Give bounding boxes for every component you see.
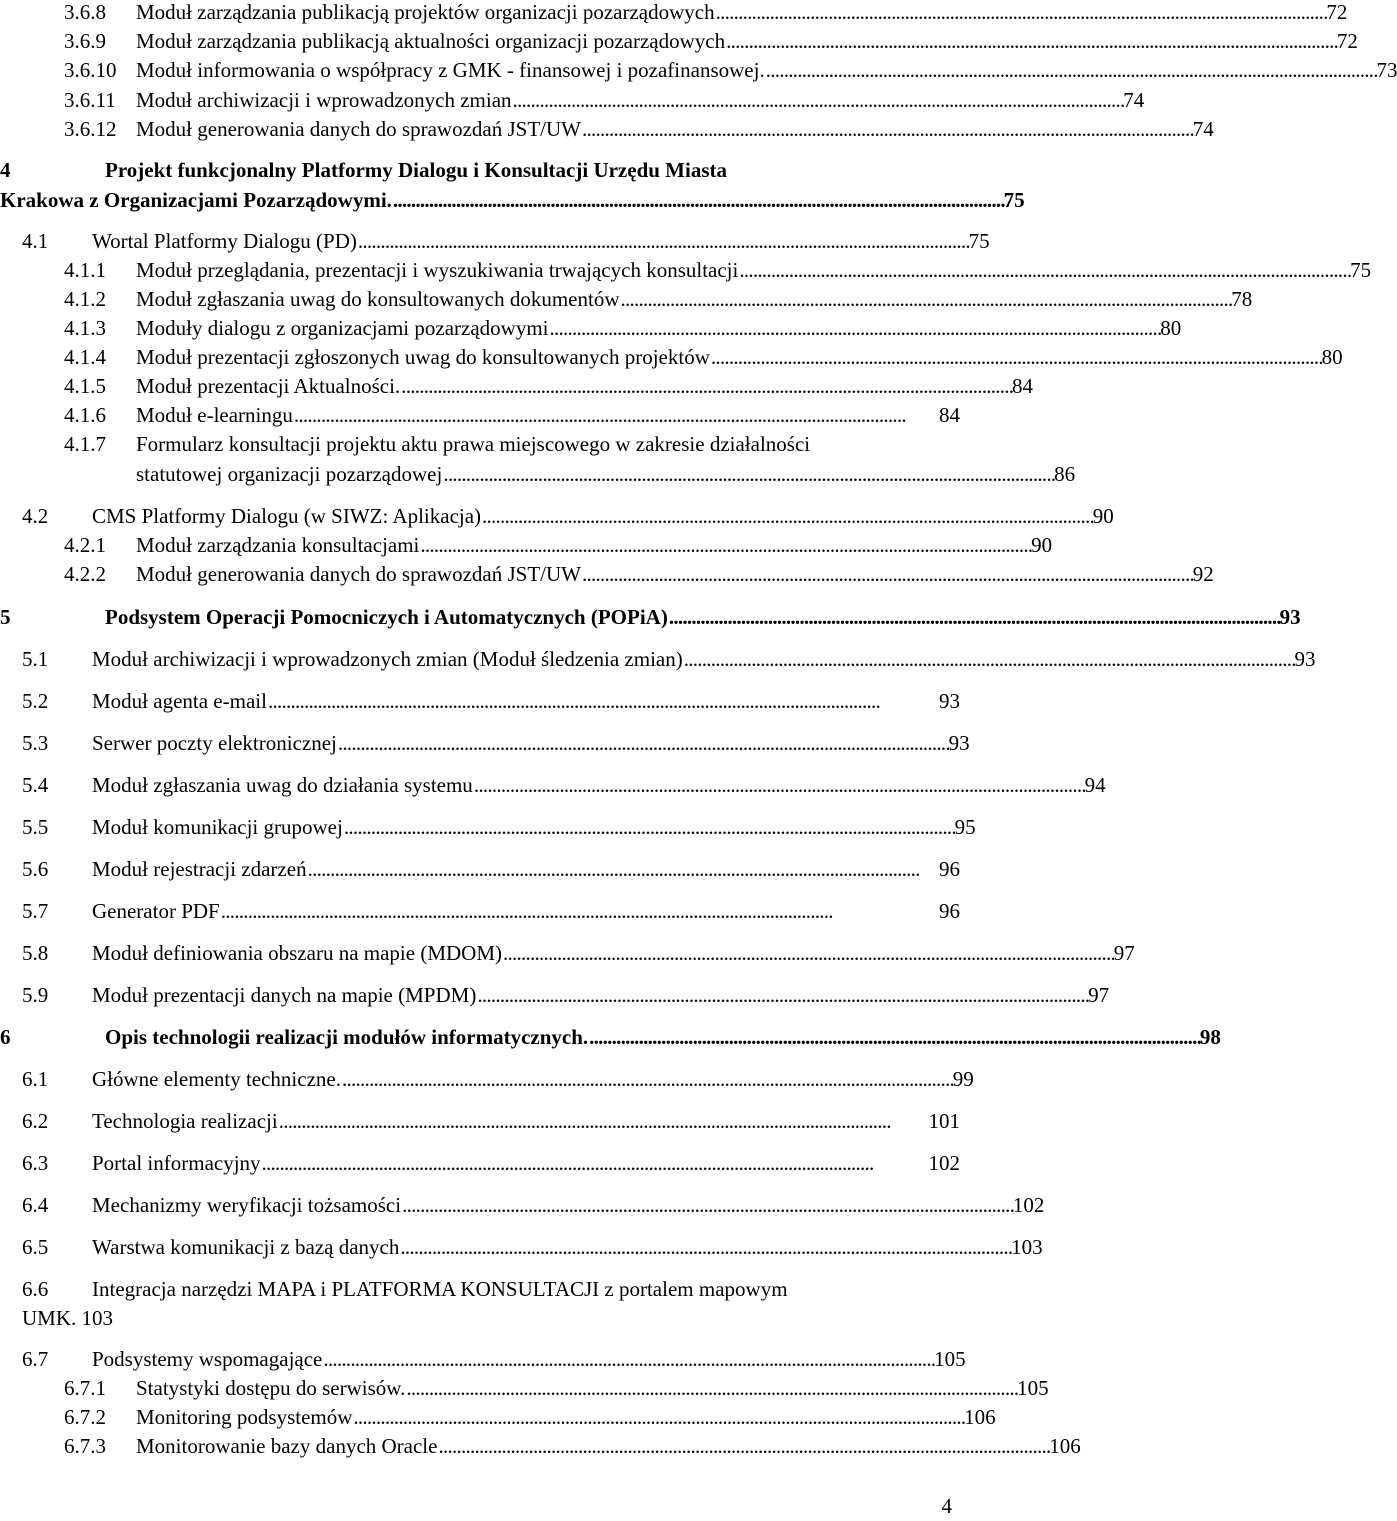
toc-leader-dots <box>739 256 1349 284</box>
toc-entry[interactable] <box>22 227 990 255</box>
toc-entry-number: 5.3 <box>22 731 49 755</box>
toc-entry-title: Generator PDF <box>92 899 220 923</box>
toc-leader-dots <box>221 897 938 925</box>
toc-entry[interactable] <box>22 1065 974 1093</box>
toc-entry[interactable] <box>64 401 960 429</box>
toc-chapter-entry[interactable] <box>0 603 1301 631</box>
toc-entry[interactable] <box>22 1149 960 1177</box>
toc-entry-number: 4.1.4 <box>64 345 106 369</box>
toc-entry-page: 99 <box>952 1067 974 1091</box>
toc-entry-title: Moduł prezentacji danych na mapie (MPDM) <box>92 983 477 1007</box>
toc-entry-page: 78 <box>1231 287 1253 311</box>
toc-entry-title: Moduł zgłaszania uwag do konsultowanych dokumentów <box>136 287 620 311</box>
toc-leader-dots <box>262 1149 928 1177</box>
toc-entry-page: 94 <box>1084 773 1106 797</box>
toc-entry[interactable] <box>64 27 1358 55</box>
toc-entry[interactable] <box>64 430 960 458</box>
toc-entry[interactable] <box>64 256 1372 284</box>
toc-entry-title: Moduł agenta e-mail <box>92 689 267 713</box>
toc-entry-page: 102 <box>1012 1193 1045 1217</box>
toc-entry[interactable] <box>64 285 1253 313</box>
toc-entry-number: 6.3 <box>22 1151 49 1175</box>
toc-leader-dots <box>589 1023 1199 1051</box>
toc-leader-dots <box>766 56 1376 84</box>
toc-entry-number: 6.2 <box>22 1109 49 1133</box>
toc-entry-title: Moduł archiwizacji i wprowadzonych zmian <box>136 88 512 112</box>
toc-entry-page: 102 <box>928 1151 960 1175</box>
toc-entry[interactable] <box>64 56 1397 84</box>
toc-entry-number: 3.6.9 <box>64 29 106 53</box>
toc-entry-page: 92 <box>1192 562 1214 586</box>
toc-entry[interactable] <box>22 897 960 925</box>
toc-entry-page: 105 <box>1017 1376 1049 1400</box>
toc-entry-title: Monitorowanie bazy danych Oracle <box>136 1434 438 1458</box>
toc-entry-number: 5.4 <box>22 773 49 797</box>
toc-leader-dots <box>420 531 1030 559</box>
toc-leader-dots <box>726 27 1336 55</box>
toc-entry-number: 6.1 <box>22 1067 49 1091</box>
toc-entry-title: Moduł zarządzania konsultacjami <box>136 533 420 557</box>
toc-chapter-entry-continued[interactable] <box>0 186 1025 214</box>
toc-leader-dots <box>582 115 1192 143</box>
toc-entry-number: 4.1.1 <box>64 258 106 282</box>
toc-leader-dots <box>268 687 938 715</box>
toc-entry-title: Portal informacyjny <box>92 1151 261 1175</box>
toc-entry-title: Formularz konsultacji projektu aktu prawa miejscowego w zakresie działalności <box>136 432 811 456</box>
toc-entry-title: Moduł komunikacji grupowej <box>92 815 343 839</box>
toc-leader-dots <box>401 372 1011 400</box>
toc-entry-title: Moduł zgłaszania uwag do działania systemu <box>92 773 473 797</box>
toc-entry[interactable] <box>64 314 1182 342</box>
toc-entry-title: Moduł zarządzania publikacją projektów organizacji pozarządowych <box>136 0 715 24</box>
toc-entry-page: 103 <box>1011 1235 1043 1259</box>
toc-entry-number: 5.6 <box>22 857 49 881</box>
toc-leader-dots <box>477 981 1087 1009</box>
toc-leader-dots <box>443 460 1053 488</box>
toc-entry-page: 72 <box>1336 29 1358 53</box>
toc-leader-dots <box>353 1403 963 1431</box>
toc-leader-dots <box>400 1233 1010 1261</box>
toc-entry-page: 80 <box>1160 316 1182 340</box>
toc-entry[interactable] <box>64 343 1343 371</box>
toc-leader-dots <box>294 401 938 429</box>
toc-entry-number: 4.1.6 <box>64 403 106 427</box>
toc-entry-page: 90 <box>1092 504 1114 528</box>
toc-entry-continued[interactable] <box>22 1304 113 1332</box>
toc-entry[interactable] <box>64 0 1348 26</box>
toc-entry[interactable] <box>22 1107 960 1135</box>
toc-entry-number: 5 <box>0 605 11 629</box>
toc-entry-title: Projekt funkcjonalny Platformy Dialogu i Konsultacji Urzędu Miasta <box>105 158 728 182</box>
toc-entry-title: Opis technologii realizacji modułów informatycznych. <box>105 1025 589 1049</box>
toc-entry[interactable] <box>64 86 1145 114</box>
toc-entry-page: 106 <box>1049 1434 1081 1458</box>
toc-entry-title: Moduł rejestracji zdarzeń <box>92 857 307 881</box>
toc-entry-title: Warstwa komunikacji z bazą danych <box>92 1235 400 1259</box>
toc-entry-page: 75 <box>968 229 990 253</box>
toc-entry-number: 5.7 <box>22 899 49 923</box>
toc-entry[interactable] <box>22 502 1114 530</box>
toc-entry-title: Serwer poczty elektronicznej <box>92 731 337 755</box>
toc-leader-dots <box>549 314 1159 342</box>
toc-leader-dots <box>711 343 1321 371</box>
toc-leader-dots <box>482 502 1092 530</box>
toc-entry-page: 75 <box>1350 258 1372 282</box>
toc-entry-number: 5.2 <box>22 689 49 713</box>
toc-entry-page: 84 <box>939 403 960 427</box>
toc-entry[interactable] <box>22 1345 966 1373</box>
toc-entry-title: Moduł prezentacji Aktualności. <box>136 374 401 398</box>
toc-entry-number: 3.6.11 <box>64 88 116 112</box>
toc-entry-page: 93 <box>939 689 960 713</box>
toc-entry-title-continued: Krakowa z Organizacjami Pozarządowymi. <box>0 188 392 212</box>
toc-entry-number: 6.5 <box>22 1235 49 1259</box>
toc-entry-number: 3.6.12 <box>64 117 117 141</box>
toc-entry-number: 4.1.2 <box>64 287 106 311</box>
toc-entry[interactable] <box>64 372 1033 400</box>
toc-entry-number: 6 <box>0 1025 11 1049</box>
toc-entry-title: Moduł zarządzania publikacją aktualności organizacji pozarządowych <box>136 29 726 53</box>
toc-entry-title: Monitoring podsystemów <box>136 1405 353 1429</box>
toc-entry-page: 80 <box>1321 345 1343 369</box>
toc-entry-page: 72 <box>1326 0 1348 24</box>
toc-entry-title: Integracja narzędzi MAPA i PLATFORMA KONSULTACJI z portalem mapowym <box>92 1277 788 1301</box>
toc-entry-page: 86 <box>1054 462 1076 486</box>
toc-entry-page: 73 <box>1376 58 1397 82</box>
toc-entry-title: Moduł e-learningu <box>136 403 293 427</box>
toc-leader-dots <box>438 1432 1048 1460</box>
toc-entry-number: 6.7.3 <box>64 1434 106 1458</box>
toc-entry-title: Moduły dialogu z organizacjami pozarządowymi <box>136 316 549 340</box>
toc-entry-number: 4.1 <box>22 229 49 253</box>
toc-entry[interactable] <box>22 771 1106 799</box>
toc-entry-number: 3.6.10 <box>64 58 117 82</box>
toc-entry-title: Mechanizmy weryfikacji tożsamości <box>92 1193 402 1217</box>
toc-entry-title-continued: statutowej organizacji pozarządowej <box>136 462 443 486</box>
toc-entry-number: 4.2.1 <box>64 533 106 557</box>
toc-entry-number: 6.4 <box>22 1193 49 1217</box>
toc-entry[interactable] <box>22 687 960 715</box>
toc-entry-number: 6.7.1 <box>64 1376 106 1400</box>
toc-entry-title-continued: UMK. 103 <box>22 1306 114 1330</box>
toc-leader-dots <box>323 1345 933 1373</box>
toc-leader-dots <box>716 0 1326 26</box>
toc-entry-page: 101 <box>928 1109 960 1133</box>
toc-entry-page: 93 <box>1294 647 1316 671</box>
toc-entry-number: 5.9 <box>22 983 49 1007</box>
toc-entry[interactable] <box>64 115 1214 143</box>
toc-entry-number: 4.1.3 <box>64 316 106 340</box>
toc-entry-page: 95 <box>954 815 976 839</box>
toc-leader-dots <box>503 939 1113 967</box>
toc-leader-dots <box>279 1107 928 1135</box>
toc-entry-number: 6.7 <box>22 1347 49 1371</box>
toc-entry-page: 93 <box>1279 605 1301 629</box>
toc-entry[interactable] <box>22 1275 960 1303</box>
toc-leader-dots <box>393 186 1003 214</box>
toc-entry-title: Statystyki dostępu do serwisów. <box>136 1376 406 1400</box>
toc-entry-number: 4.2 <box>22 504 49 528</box>
page-number: 4 <box>941 1494 952 1518</box>
toc-entry-title: Moduł definiowania obszaru na mapie (MDOM) <box>92 941 502 965</box>
toc-entry-page: 90 <box>1031 533 1053 557</box>
toc-entry-title: Technologia realizacji <box>92 1109 278 1133</box>
toc-entry-page: 97 <box>1113 941 1135 965</box>
toc-entry-title: Moduł generowania danych do sprawozdań JST/UW <box>136 117 581 141</box>
toc-entry-page: 105 <box>934 1347 966 1371</box>
toc-leader-dots <box>406 1374 1016 1402</box>
toc-entry-number: 4.1.7 <box>64 432 106 456</box>
toc-entry-page: 98 <box>1199 1025 1221 1049</box>
toc-entry-page: 74 <box>1123 88 1145 112</box>
toc-entry[interactable] <box>22 645 1316 673</box>
toc-entry[interactable] <box>22 729 970 757</box>
toc-entry-title: Moduł archiwizacji i wprowadzonych zmian (Moduł śledzenia zmian) <box>92 647 683 671</box>
toc-entry-title: Moduł informowania o współpracy z GMK - finansowej i pozafinansowej. <box>136 58 765 82</box>
toc-leader-dots <box>474 771 1084 799</box>
toc-entry-page: 93 <box>948 731 970 755</box>
toc-entry-title: Podsystemy wspomagające <box>92 1347 323 1371</box>
toc-leader-dots <box>342 1065 952 1093</box>
toc-leader-dots <box>684 645 1294 673</box>
toc-entry-title: Moduł przeglądania, prezentacji i wyszukiwania trwających konsultacji <box>136 258 739 282</box>
toc-entry-page: 97 <box>1088 983 1110 1007</box>
toc-entry-number: 5.5 <box>22 815 49 839</box>
toc-leader-dots <box>344 813 954 841</box>
toc-leader-dots <box>513 86 1123 114</box>
toc-entry[interactable] <box>64 531 1053 559</box>
toc-entry[interactable] <box>22 1233 1043 1261</box>
toc-entry-title: Podsystem Operacji Pomocniczych i Automatycznych (POPiA) <box>105 605 668 629</box>
toc-chapter-entry[interactable] <box>0 1023 1221 1051</box>
toc-entry-title: Moduł prezentacji zgłoszonych uwag do konsultowanych projektów <box>136 345 710 369</box>
toc-entry-page: 74 <box>1192 117 1214 141</box>
toc-chapter-entry[interactable] <box>0 156 960 184</box>
toc-entry-number: 5.1 <box>22 647 49 671</box>
toc-entry[interactable] <box>22 813 976 841</box>
toc-entry-number: 6.7.2 <box>64 1405 106 1429</box>
toc-entry-title: CMS Platformy Dialogu (w SIWZ: Aplikacja) <box>92 504 482 528</box>
toc-entry[interactable] <box>64 1403 996 1431</box>
toc-entry[interactable] <box>64 1374 1049 1402</box>
toc-entry[interactable] <box>22 855 960 883</box>
toc-entry-page: 84 <box>1011 374 1033 398</box>
toc-entry-title: Moduł generowania danych do sprawozdań JST/UW <box>136 562 581 586</box>
toc-entry-number: 5.8 <box>22 941 49 965</box>
toc-leader-dots <box>669 603 1279 631</box>
toc-leader-dots <box>308 855 938 883</box>
toc-entry-title: Wortal Platformy Dialogu (PD) <box>92 229 357 253</box>
toc-leader-dots <box>621 285 1231 313</box>
toc-entry[interactable] <box>22 939 1135 967</box>
toc-entry[interactable] <box>64 560 1214 588</box>
toc-leader-dots <box>358 227 968 255</box>
toc-entry-page: 96 <box>939 857 960 881</box>
toc-entry[interactable] <box>22 981 1110 1009</box>
toc-entry-page: 96 <box>939 899 960 923</box>
toc-entry-title: Główne elementy techniczne. <box>92 1067 341 1091</box>
toc-entry[interactable] <box>64 1432 1081 1460</box>
toc-entry-page: 75 <box>1003 188 1025 212</box>
toc-entry-number: 6.6 <box>22 1277 49 1301</box>
toc-leader-dots <box>582 560 1192 588</box>
toc-entry-number: 4.1.5 <box>64 374 106 398</box>
toc-entry[interactable] <box>22 1191 1045 1219</box>
toc-entry-page: 106 <box>964 1405 996 1429</box>
toc-entry-number: 3.6.8 <box>64 0 106 24</box>
toc-entry-number: 4.2.2 <box>64 562 106 586</box>
toc-leader-dots <box>402 1191 1012 1219</box>
toc-entry-continued[interactable] <box>136 460 1076 488</box>
toc-entry-number: 4 <box>0 158 11 182</box>
toc-leader-dots <box>338 729 948 757</box>
